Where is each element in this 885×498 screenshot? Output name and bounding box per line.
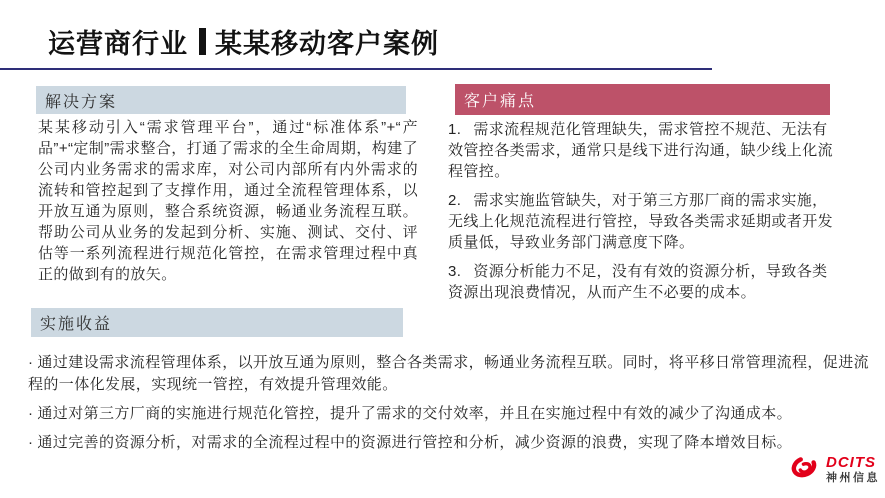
pain-point-text: 资源分析能力不足，没有有效的资源分析，导致各类资源出现浪费情况，从而产生不必要的成本。: [448, 263, 828, 301]
pain-point-number: 2.: [448, 192, 462, 209]
benefit-item: [28, 432, 870, 454]
dcits-swirl-icon: [788, 452, 822, 486]
solution-section-header: [36, 86, 406, 114]
pain-point-item: [448, 190, 836, 253]
logo-name: DCITS: [826, 453, 876, 471]
bullet-dot: ·: [28, 354, 34, 371]
page-title-left: 运营商行业: [48, 29, 188, 59]
bullet-dot: ·: [28, 434, 34, 451]
benefit-item: [28, 403, 870, 425]
pain-point-text: 需求流程规范化管理缺失，需求管控不规范、无法有效管控各类需求，通常只是线下进行沟通，缺少线上化流程管控。: [448, 121, 834, 180]
pain-header-label: 客户痛点: [464, 93, 537, 110]
title-divider-bar: [199, 28, 206, 55]
pain-point-number: 1.: [448, 121, 462, 138]
dcits-logo: [788, 452, 880, 486]
title-underline: [0, 68, 712, 70]
page-title-right: 某某移动客户案例: [215, 29, 439, 59]
benefit-text: 通过完善的资源分析，对需求的全流程过程中的资源进行管控和分析，减少资源的浪费，实现了降本增效目标。: [37, 434, 793, 451]
benefit-text: 通过对第三方厂商的实施进行规范化管控，提升了需求的交付效率，并且在实施过程中有效的减少了沟通成本。: [37, 405, 793, 422]
benefit-text: 通过建设需求流程管理体系，以开放互通为原则，整合各类需求，畅通业务流程互联。同时，将平移日常管理流程，促进流程的一体化发展，实现统一管控，有效提升管理效能。: [28, 354, 870, 393]
pain-point-item: [448, 119, 836, 182]
pain-point-text: 需求实施监管缺失，对于第三方那厂商的需求实施，无线上化规范流程进行管控，导致各类需求延期或者开发质量低，导致业务部门满意度下降。: [448, 192, 834, 251]
logo-subtitle: 神州信息: [826, 471, 880, 484]
benefit-header-label: 实施收益: [40, 316, 113, 333]
pain-section-header: [455, 84, 830, 115]
benefit-item: [28, 352, 870, 396]
benefit-list: [28, 352, 870, 461]
pain-point-item: [448, 261, 836, 303]
logo-text-block: [826, 455, 880, 484]
pain-points-list: [448, 119, 836, 311]
pain-point-number: 3.: [448, 263, 462, 280]
bullet-dot: ·: [28, 405, 34, 422]
benefit-section-header: [31, 308, 403, 337]
solution-header-label: 解决方案: [45, 93, 118, 111]
solution-body-text: 某某移动引入“需求管理平台”，通过“标准体系”+“产品”+“定制”需求整合，打通了需求的全生命周期，构建了公司内业务需求的需求库，对公司内部所有内外需求的流转和管控起到了支撑作用，通过全流程管理体系，以开放互通为原则，整合系统资源，畅通业务流程互联。帮助公司从业务的发起到分析、实施、测试、交付、评估等一系列流程进行规范化管控，在需求管理过程中真正的做到有的放矢。: [38, 119, 418, 283]
page-title: [48, 22, 439, 61]
